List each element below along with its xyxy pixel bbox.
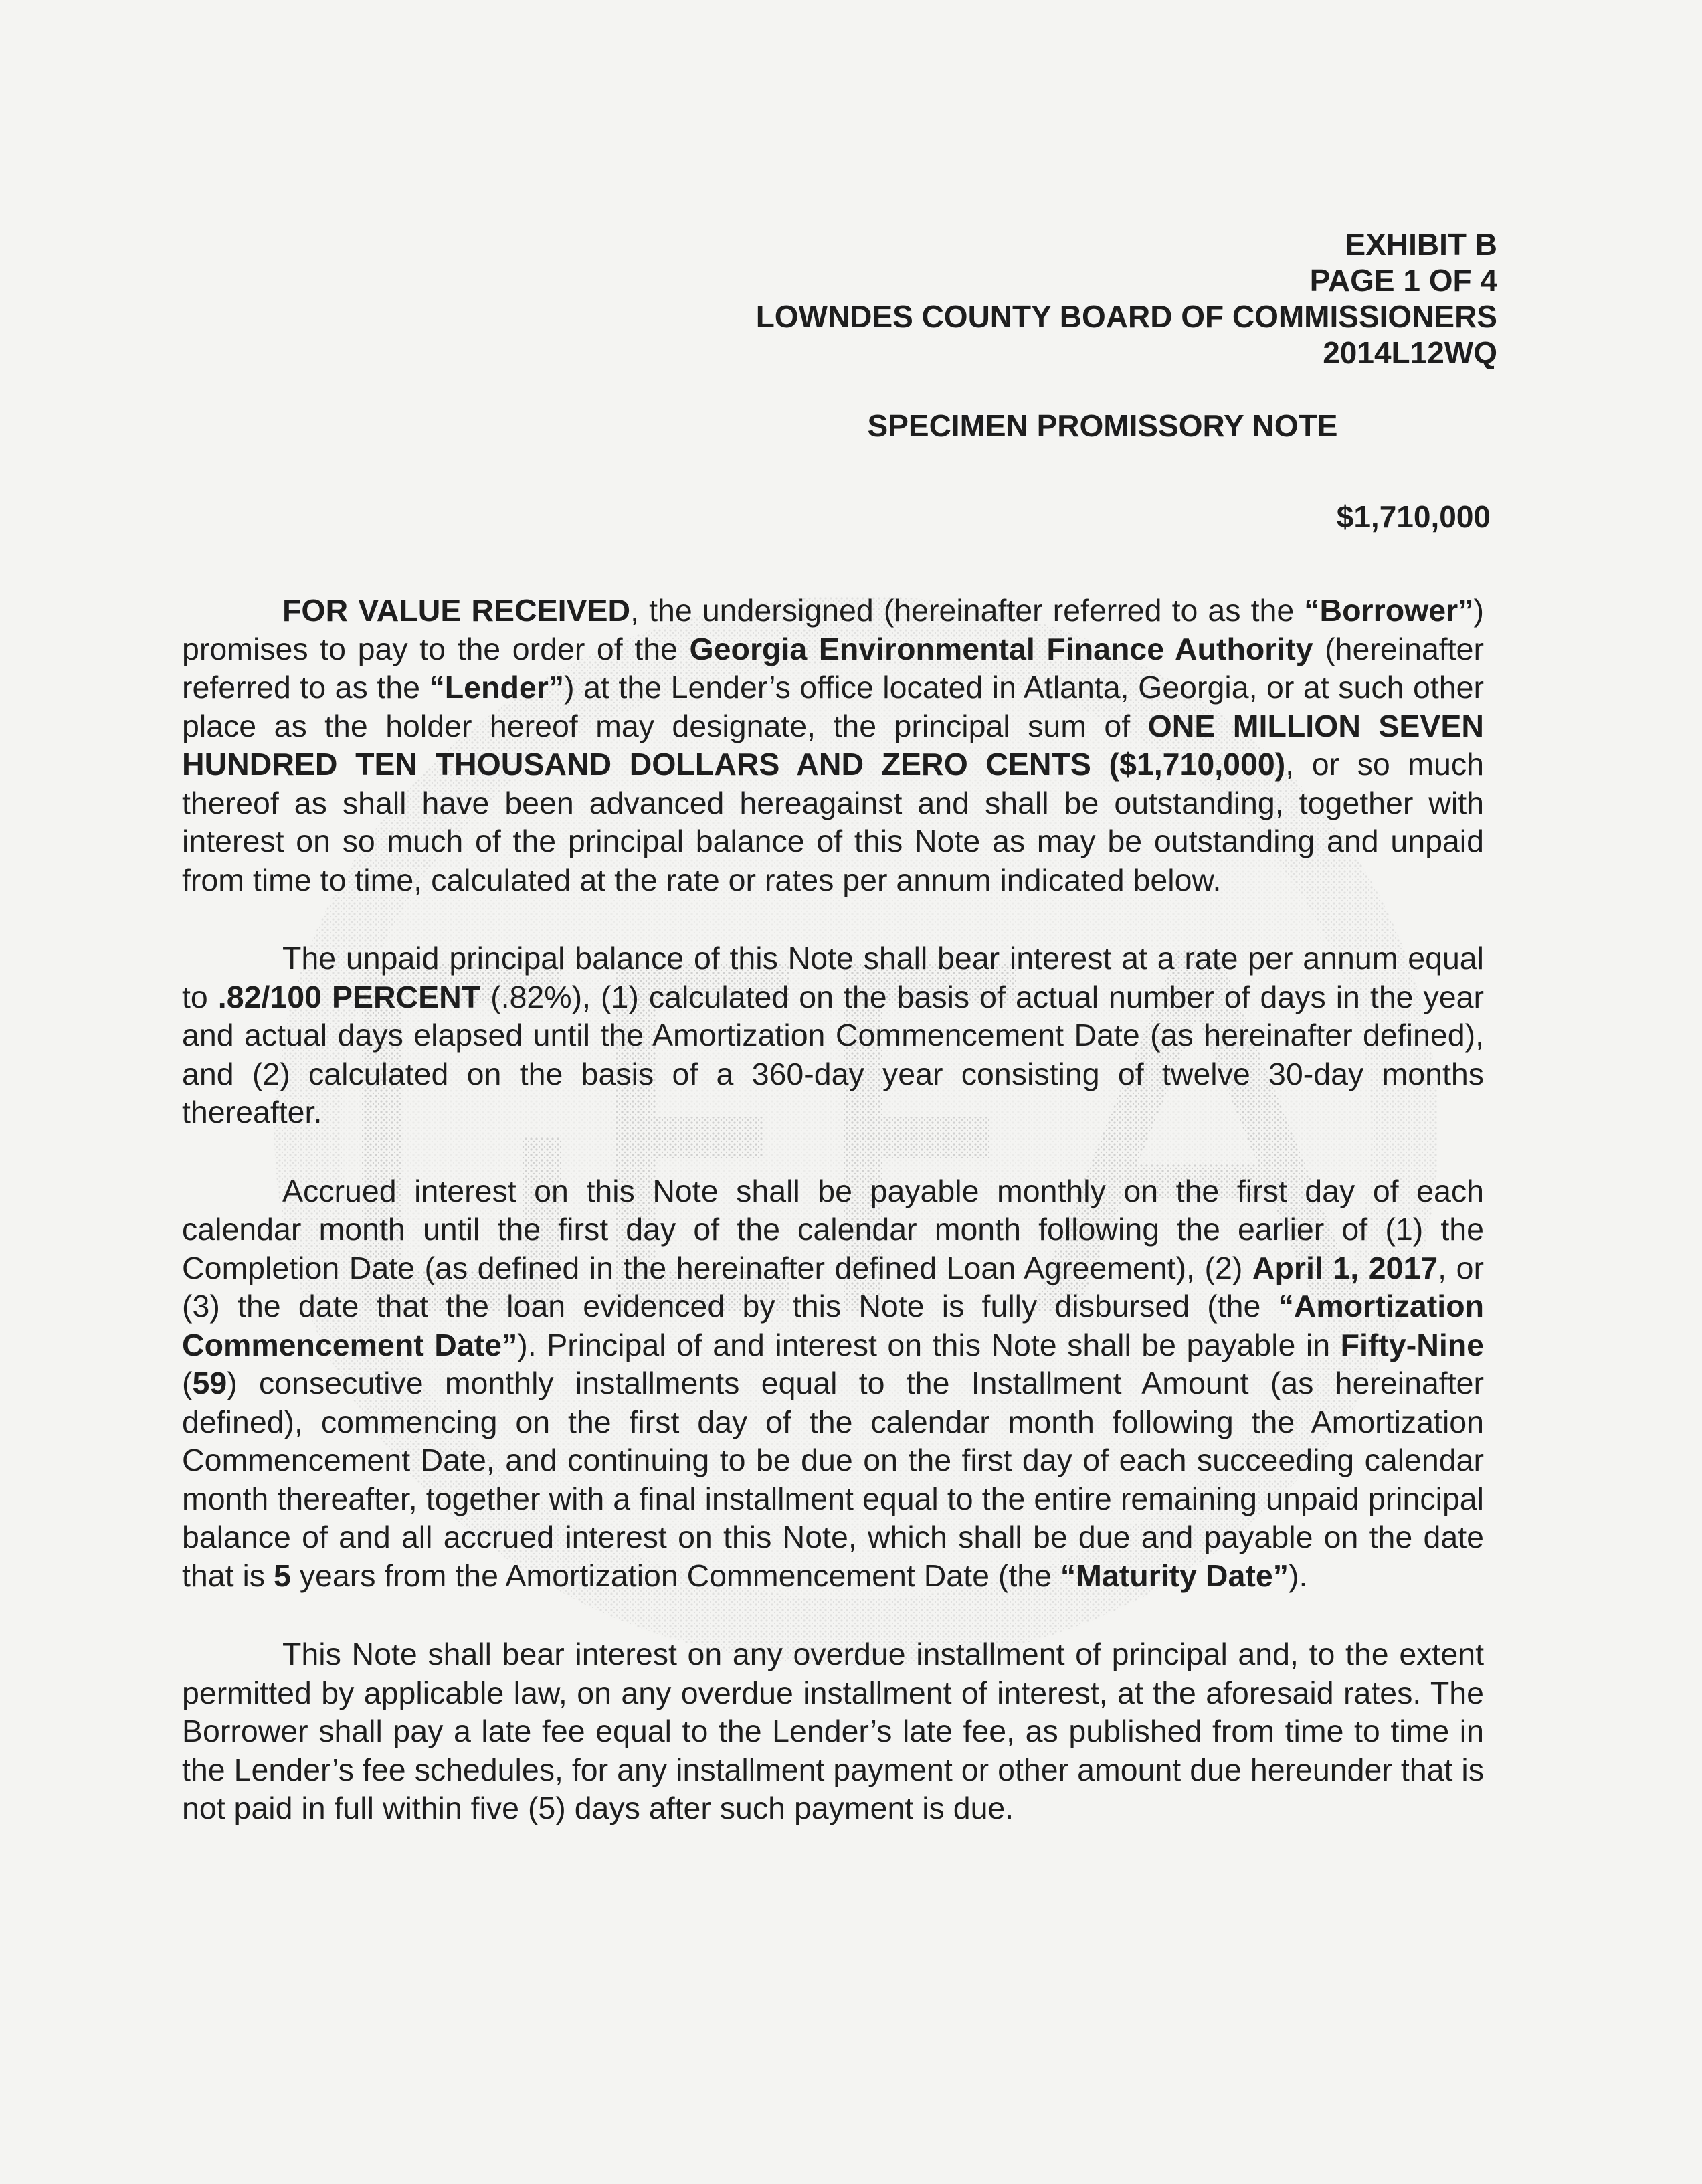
text-run: Accrued interest on this Note shall be payable monthly on the first day of each calendar month until the first day of the calendar month following the earlier of (1) the Completion Date (as defined in the hereinafter defined Loan Agreement), (2) — [182, 1173, 1484, 1285]
bold-phrase: “Borrower” — [1304, 593, 1474, 628]
page-number: PAGE 1 OF 4 — [1309, 263, 1497, 298]
text-run: , or (3) the date that the loan evidenced by this Note is fully disbursed (the — [182, 1250, 1484, 1324]
text-run: , or so much thereof as shall have been advanced hereagainst and shall be outstanding, together with interest on so much of the principal balance of this Note as may be outstanding and unpaid from time to time, calculated at the rate or rates per annum indicated below. — [182, 747, 1484, 897]
bold-phrase: 5 — [273, 1558, 291, 1593]
text-run: ( — [182, 1366, 193, 1400]
paragraph-value-received — [182, 592, 1484, 899]
document-title: SPECIMEN PROMISSORY NOTE — [867, 408, 1338, 443]
loan-code: 2014L12WQ — [1323, 335, 1497, 370]
text-run: This Note shall bear interest on any overdue installment of principal and, to the extent permitted by applicable law, on any overdue installment of interest, at the aforesaid rates. The Borrower shall pay a late fee equal to the Lender’s late fee, as published from time to time in the Lender’s fee schedules, for any installment payment or other amount due hereunder that is not paid in full within five (5) days after such payment is due. — [182, 1637, 1484, 1825]
exhibit-header — [561, 226, 1497, 371]
bold-phrase: “Lender” — [429, 670, 565, 705]
bold-phrase: ONE MILLION SEVEN HUNDRED TEN THOUSAND DOLLARS AND ZERO CENTS ($1,710,000) — [182, 708, 1484, 782]
bold-phrase: FOR VALUE RECEIVED — [282, 593, 631, 628]
text-run: ) at the Lender’s office located in Atlanta, Georgia, or at such other place as the holder hereof may designate, the principal sum of — [182, 670, 1484, 743]
bold-phrase: .82/100 PERCENT — [217, 979, 481, 1014]
bold-phrase: April 1, 2017 — [1252, 1250, 1438, 1285]
bold-phrase: Fifty-Nine — [1340, 1327, 1484, 1362]
exhibit-label: EXHIBIT B — [1345, 227, 1497, 262]
bold-phrase: “Maturity Date” — [1060, 1558, 1289, 1593]
principal-amount: $1,710,000 — [1336, 499, 1491, 534]
text-run: , the undersigned (hereinafter referred to as the — [630, 593, 1305, 628]
text-run: ). Principal of and interest on this Note shall be payable in — [517, 1327, 1341, 1362]
note-body — [182, 592, 1484, 1868]
paragraph-accrued-interest — [182, 1172, 1484, 1596]
bold-phrase: Georgia Environmental Finance Authority — [689, 631, 1313, 666]
paragraph-interest-rate — [182, 939, 1484, 1132]
paragraph-overdue-interest — [182, 1635, 1484, 1828]
bold-phrase: 59 — [192, 1366, 227, 1400]
board-name: LOWNDES COUNTY BOARD OF COMMISSIONERS — [755, 299, 1497, 334]
text-run: years from the Amortization Commencement Date (the — [290, 1558, 1060, 1593]
text-run: ). — [1288, 1558, 1308, 1593]
text-run: (.82%), (1) calculated on the basis of actual number of days in the year and actual days elapsed until the Amortization Commencement Date (as hereinafter defined), and (2) calculated on the basis of a 360-day year consisting of twelve 30-day months thereafter. — [182, 979, 1485, 1129]
text-run: (hereinafter referred to as the — [182, 631, 1484, 705]
bold-phrase: “Amortization Commencement Date” — [182, 1289, 1484, 1362]
text-run: ) promises to pay to the order of the — [182, 593, 1484, 666]
text-run: The unpaid principal balance of this Note shall bear interest at a rate per annum equal to — [182, 941, 1484, 1014]
text-run: ) consecutive monthly installments equal to the Installment Amount (as hereinafter defined), commencing on the first day of the calendar month following the Amortization Commencement Date, and continuing to be due on the first day of each succeeding calendar month thereafter, together with a final installment equal to the entire remaining unpaid principal balance of and all accrued interest on this Note, which shall be due and payable on the date that is — [182, 1366, 1484, 1593]
